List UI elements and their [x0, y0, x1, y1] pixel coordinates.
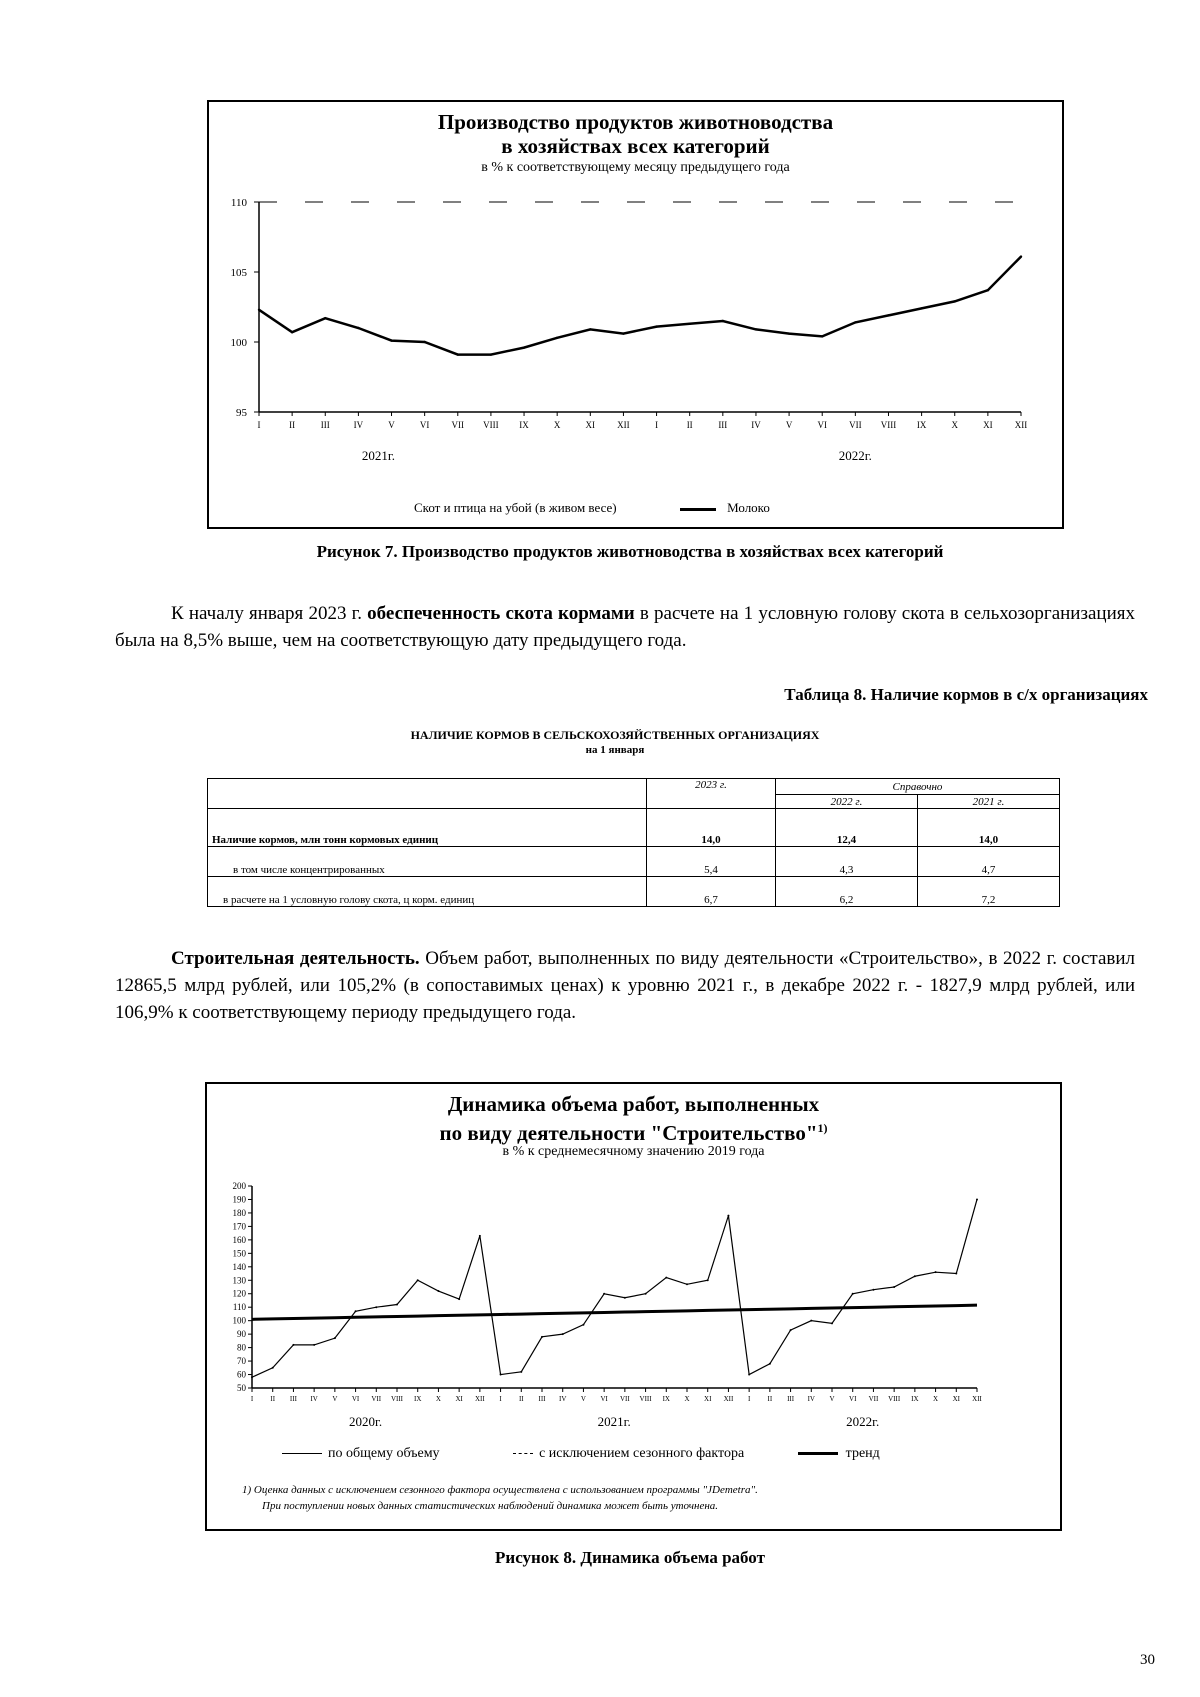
para2-text: Объем работ, выполненных по виду деятельности «Строительство», в 2022 г. составил 12865,5 млрд рублей, или 105,2% (в сопоставимых ценах) к уровню 2021 г., в декабре 2022 г. - 1827,9 млрд рублей, или 106,9% к соответствующему периоду предыдущего года. [115, 948, 1136, 1023]
series-total-point [955, 1273, 957, 1275]
x-tick-label: VIII [639, 1395, 652, 1403]
series-total-point [479, 1235, 481, 1237]
legend-trend-label: тренд [845, 1446, 880, 1461]
y-tick-label: 110 [232, 1302, 246, 1313]
y-tick-label: 70 [237, 1356, 246, 1367]
series-total-point [727, 1215, 729, 1217]
y-tick-label: 95 [236, 407, 247, 419]
series-total-point [665, 1277, 667, 1279]
series-total-point [251, 1376, 253, 1378]
series-milk-point [357, 327, 359, 329]
x-tick-label: XI [455, 1395, 463, 1403]
series-total-point [976, 1198, 978, 1200]
x-tick-label: VI [419, 420, 430, 430]
x-tick-label: I [257, 420, 261, 430]
series-total-point [355, 1310, 357, 1312]
table-row [208, 877, 1060, 907]
y-tick-label: 180 [232, 1207, 246, 1218]
x-tick-label: IX [911, 1395, 919, 1403]
x-tick-label: II [289, 420, 296, 430]
row-value: 5,4 [647, 847, 776, 877]
x-tick-label: I [747, 1395, 751, 1403]
x-tick-label: VI [600, 1395, 608, 1403]
row-value: 6,2 [776, 877, 918, 907]
row-value: 12,4 [776, 809, 918, 847]
year-label-2020: 2020г. [349, 1414, 383, 1429]
table8-subtitle: на 1 января [585, 744, 645, 756]
y-tick-label: 60 [237, 1369, 246, 1380]
figure8-frame [205, 1082, 1062, 1531]
series-total-point [935, 1271, 937, 1273]
figure8-chart [207, 1166, 1060, 1436]
x-tick-label: V [829, 1395, 835, 1403]
x-tick-label: VIII [390, 1395, 404, 1403]
x-tick-label: IX [662, 1395, 670, 1403]
series-milk-point [688, 323, 690, 325]
series-total-point [375, 1306, 377, 1308]
x-tick-label: II [270, 1395, 276, 1403]
x-tick-label: III [538, 1395, 546, 1403]
series-total-point [313, 1344, 315, 1346]
y-tick-label: 140 [232, 1261, 246, 1272]
x-tick-label: XI [585, 420, 596, 430]
figure7-legend [414, 500, 1014, 516]
series-total-point [914, 1275, 916, 1277]
x-tick-label: XII [972, 1395, 982, 1403]
row-label: в расчете на 1 условную голову скота, ц корм. единиц [208, 877, 647, 907]
series-milk-point [523, 346, 525, 348]
series-milk-point [324, 317, 326, 319]
table-header-ref: Справочно [776, 779, 1060, 795]
x-tick-label: III [787, 1395, 795, 1403]
row-value: 4,3 [776, 847, 918, 877]
series-milk-point [987, 289, 989, 291]
row-label: Наличие кормов, млн тонн кормовых единиц [208, 809, 647, 847]
x-tick-label: I [250, 1395, 254, 1403]
table8-title: НАЛИЧИЕ КОРМОВ В СЕЛЬСКОХОЗЯЙСТВЕННЫХ ОРГАНИЗАЦИЯХ [410, 728, 820, 742]
x-tick-label: X [951, 420, 958, 430]
figure7-title-line1: Производство продуктов животноводства [437, 110, 834, 134]
x-tick-label: I [499, 1395, 502, 1403]
x-tick-label: XI [952, 1395, 960, 1403]
y-tick-label: 170 [232, 1221, 246, 1232]
series-total-point [645, 1293, 647, 1295]
series-milk-point [821, 335, 823, 337]
figure8-subtitle: в % к среднемесячному значению 2019 года [502, 1144, 765, 1159]
y-tick-label: 50 [237, 1383, 246, 1393]
figure8-title-sup: 1) [817, 1121, 828, 1135]
series-total-point [520, 1371, 522, 1373]
row-label: в том числе концентрированных [208, 847, 647, 877]
x-tick-label: VII [619, 1395, 630, 1403]
y-tick-label: 190 [232, 1194, 246, 1205]
table-row [208, 847, 1060, 877]
x-tick-label: V [332, 1395, 338, 1403]
x-tick-label: VI [849, 1395, 857, 1403]
series-total-point [893, 1286, 895, 1288]
x-tick-label: VIII [888, 1395, 901, 1403]
y-tick-label: 110 [230, 197, 247, 209]
x-tick-label: X [435, 1395, 441, 1403]
y-tick-label: 105 [230, 267, 247, 279]
x-tick-label: I [655, 420, 659, 430]
figure8-title-line2-text: по виду деятельности "Строительство" [439, 1121, 818, 1145]
y-tick-label: 120 [232, 1288, 246, 1299]
series-total-point [437, 1290, 439, 1292]
y-tick-label: 90 [237, 1329, 246, 1340]
x-tick-label: XII [617, 420, 630, 430]
y-tick-label: 160 [232, 1234, 246, 1245]
series-total-point [810, 1320, 812, 1322]
series-total-point [582, 1324, 584, 1326]
series-milk-point [887, 314, 889, 316]
series-total-point [852, 1293, 854, 1295]
series-milk-point [854, 321, 856, 323]
series-milk-line [259, 257, 1021, 355]
series-total-point [686, 1283, 688, 1285]
legend-seasonal-line [513, 1453, 533, 1454]
x-tick-label: VIII [483, 420, 499, 430]
x-tick-label: II [518, 1395, 524, 1403]
series-milk-point [490, 353, 492, 355]
series-milk-point [258, 309, 260, 311]
series-total-point [396, 1304, 398, 1306]
series-milk-point [722, 320, 724, 322]
x-tick-label: IV [353, 420, 364, 430]
x-tick-label: IV [559, 1395, 567, 1403]
x-tick-label: X [684, 1395, 690, 1403]
series-total-point [272, 1367, 274, 1369]
x-tick-label: VII [868, 1395, 879, 1403]
x-tick-label: XII [1014, 420, 1028, 430]
x-tick-label: V [785, 420, 793, 430]
x-tick-label: IV [807, 1395, 815, 1403]
row-value: 14,0 [918, 809, 1060, 847]
series-total-point [624, 1297, 626, 1299]
x-tick-label: IX [916, 420, 927, 430]
x-tick-label: XI [983, 420, 993, 430]
para1-bold: обеспеченность скота кормами [367, 603, 635, 624]
series-total-point [872, 1289, 874, 1291]
table-header-2021: 2021 г. [918, 795, 1060, 809]
page-number: 30 [1140, 1652, 1155, 1668]
x-tick-label: VII [451, 420, 465, 430]
x-tick-label: IX [414, 1395, 422, 1403]
y-tick-label: 150 [232, 1248, 246, 1259]
y-tick-label: 200 [232, 1181, 246, 1191]
figure8-legend [282, 1446, 1042, 1462]
year-label-2022: 2022г. [838, 448, 872, 463]
x-tick-label: III [718, 420, 728, 430]
para2-bold: Строительная деятельность. [171, 948, 420, 969]
series-total-point [769, 1363, 771, 1365]
series-total-point [707, 1279, 709, 1281]
legend-trend-line [798, 1452, 838, 1455]
x-tick-label: VII [849, 420, 862, 430]
series-milk-point [589, 328, 591, 330]
table-row [208, 809, 1060, 847]
paragraph-feed-supply [115, 600, 1135, 654]
x-tick-label: XI [704, 1395, 712, 1403]
x-tick-label: VII [371, 1395, 382, 1403]
legend-seasonal-label: с исключением сезонного фактора [539, 1446, 745, 1461]
series-milk-point [655, 325, 657, 327]
series-milk-point [788, 332, 790, 334]
series-total-point [562, 1333, 564, 1335]
figure8-footnote-2: При поступлении новых данных статистических наблюдений динамика может быть уточнена. [262, 1500, 719, 1512]
figure8-title-line2 [207, 1116, 1060, 1145]
x-tick-label: IV [751, 420, 761, 430]
legend-total-line [282, 1453, 322, 1454]
figure7-caption: Рисунок 7. Производство продуктов животноводства в хозяйствах всех категорий [316, 542, 944, 561]
series-milk-point [457, 353, 459, 355]
series-total-point [292, 1344, 294, 1346]
series-milk-point [954, 300, 956, 302]
figure8-footnote-1: 1) Оценка данных с исключением сезонного фактора осуществлена с использованием программы "JDemetra". [242, 1484, 758, 1496]
row-value: 4,7 [918, 847, 1060, 877]
series-total-point [334, 1337, 336, 1339]
x-tick-label: II [686, 420, 693, 430]
paragraph-construction [115, 945, 1135, 1026]
feed-table [207, 778, 1060, 907]
legend-slaughter-label: Скот и птица на убой (в живом весе) [414, 500, 617, 515]
legend-milk-label: Молоко [727, 500, 770, 515]
y-tick-label: 100 [232, 1315, 246, 1326]
series-total-point [500, 1374, 502, 1376]
y-tick-label: 130 [232, 1275, 246, 1286]
row-value: 7,2 [918, 877, 1060, 907]
series-milk-point [423, 341, 425, 343]
x-tick-label: III [320, 420, 330, 430]
series-total-point [541, 1336, 543, 1338]
series-trend-line [252, 1305, 977, 1319]
series-milk-point [920, 307, 922, 309]
x-tick-label: IV [310, 1395, 318, 1403]
y-tick-label: 100 [230, 337, 247, 349]
x-tick-label: X [553, 420, 561, 430]
x-tick-label: VI [351, 1395, 360, 1403]
x-tick-label: III [289, 1395, 297, 1403]
figure7-title-line2: в хозяйствах всех категорий [501, 134, 770, 158]
x-tick-label: II [767, 1395, 773, 1403]
year-label-2021: 2021г. [361, 448, 395, 463]
table-header-blank [208, 779, 647, 809]
x-tick-label: IX [519, 420, 529, 430]
series-milk-point [390, 339, 392, 341]
series-milk-point [755, 328, 757, 330]
x-tick-label: VIII [880, 420, 897, 430]
series-milk-point [622, 332, 624, 334]
year-label-2022: 2022г. [846, 1414, 880, 1429]
table-header-2022: 2022 г. [776, 795, 918, 809]
x-tick-label: V [580, 1395, 586, 1403]
series-milk-point [556, 337, 558, 339]
x-tick-label: X [933, 1395, 939, 1403]
legend-total-label: по общему объему [328, 1446, 440, 1461]
series-total-point [831, 1322, 833, 1324]
row-value: 6,7 [647, 877, 776, 907]
para1-text-before: К началу января 2023 г. [171, 603, 368, 624]
series-total-point [417, 1279, 419, 1281]
figure8-title-line1: Динамика объема работ, выполненных [447, 1092, 820, 1116]
legend-milk-line [680, 508, 716, 511]
x-tick-label: V [388, 420, 395, 430]
figure7-chart [209, 182, 1062, 492]
figure8-caption: Рисунок 8. Динамика объема работ [495, 1548, 765, 1567]
series-total-point [603, 1293, 605, 1295]
figure7-frame [207, 100, 1064, 529]
x-tick-label: XII [474, 1395, 485, 1403]
table8-caption: Таблица 8. Наличие кормов в с/х организациях [784, 685, 1148, 704]
para1-text-after: в расчете на 1 условную голову скота в сельхозорганизациях была на 8,5% выше, чем на соответствующую дату предыдущего года. [115, 603, 1135, 651]
series-milk-point [1020, 255, 1022, 257]
y-tick-label: 80 [237, 1342, 246, 1353]
series-milk-point [291, 331, 293, 333]
table-header-2023: 2023 г. [647, 779, 776, 809]
x-tick-label: XII [723, 1395, 734, 1403]
series-total-point [458, 1298, 460, 1300]
figure7-subtitle: в % к соответствующему месяцу предыдущего года [481, 160, 790, 175]
year-label-2021: 2021г. [597, 1414, 631, 1429]
series-total-line [252, 1199, 977, 1377]
series-total-point [790, 1329, 792, 1331]
series-total-point [748, 1374, 750, 1376]
row-value: 14,0 [647, 809, 776, 847]
x-tick-label: VI [817, 420, 827, 430]
